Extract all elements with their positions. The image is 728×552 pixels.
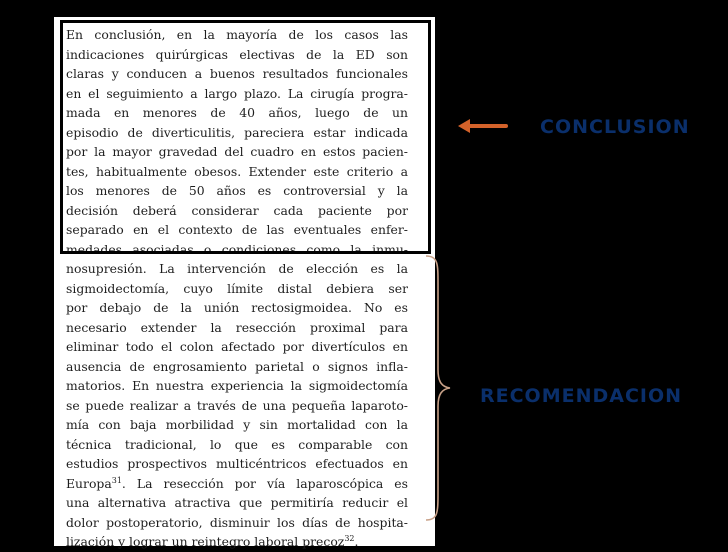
text-line: sigmoidectomía, cuyo límite distal debiera ser bbox=[66, 280, 408, 296]
text-line: mía con baja morbilidad y sin mortalidad con la bbox=[66, 417, 408, 432]
recomendacion-label: RECOMENDACION bbox=[480, 385, 683, 407]
text-line-europa bbox=[66, 474, 408, 494]
text-fragment: lización y lograr un reintegro laboral precoz bbox=[66, 534, 345, 549]
text-line: en el seguimiento a largo plazo. La cirugía progra- bbox=[66, 85, 408, 101]
text-fragment: . bbox=[354, 534, 359, 549]
text-line: claras y conducen a buenos resultados funcionales bbox=[66, 66, 408, 81]
text-line: necesario extender la resección proximal para bbox=[66, 319, 408, 335]
text-line: técnica tradicional, lo que es comparable con bbox=[66, 436, 408, 452]
text-line: episodio de diverticulitis, pareciera estar indicada bbox=[66, 124, 408, 140]
text-line: una alternativa atractiva que permitiría reducir el bbox=[66, 495, 408, 510]
text-fragment: . La resección por vía laparoscópica es bbox=[121, 475, 408, 491]
left-arrow-icon bbox=[456, 116, 516, 136]
document-page bbox=[54, 17, 435, 549]
reference-number: 31 bbox=[111, 475, 122, 485]
text-line: nosupresión. La intervención de elección es la bbox=[66, 261, 408, 276]
text-line: separado en el contexto de las eventuales enfer- bbox=[66, 222, 408, 237]
document-text bbox=[66, 25, 408, 552]
text-line: mada en menores de 40 años, luego de un bbox=[66, 105, 408, 120]
text-line: indicaciones quirúrgicas electivas de la ED son bbox=[66, 46, 408, 62]
text-line: se puede realizar a través de una pequeña laparoto- bbox=[66, 397, 408, 413]
text-line-final bbox=[66, 532, 408, 552]
text-fragment: Europa bbox=[66, 475, 112, 491]
text-line: decisión deberá considerar cada paciente por bbox=[66, 202, 408, 218]
curly-brace-icon bbox=[424, 254, 454, 522]
text-line: dolor postoperatorio, disminuir los días de hospita- bbox=[66, 514, 408, 530]
reference-number: 32 bbox=[344, 533, 355, 543]
text-line: por debajo de la unión rectosigmoidea. No es bbox=[66, 300, 408, 315]
text-line: eliminar todo el colon afectado por divertículos en bbox=[66, 339, 408, 354]
text-line: En conclusión, en la mayoría de los casos las bbox=[66, 27, 408, 42]
text-line: tes, habitualmente obesos. Extender este criterio a bbox=[66, 163, 408, 179]
text-line: los menores de 50 años es controversial y la bbox=[66, 183, 408, 198]
conclusion-label: CONCLUSION bbox=[540, 116, 690, 138]
text-line: estudios prospectivos multicéntricos efectuados en bbox=[66, 456, 408, 471]
text-line: medades asociadas o condiciones como la inmu- bbox=[66, 241, 408, 257]
text-line: ausencia de engrosamiento parietal o signos infla- bbox=[66, 358, 408, 374]
text-line: matorios. En nuestra experiencia la sigmoidectomía bbox=[66, 378, 408, 393]
text-line: por la mayor gravedad del cuadro en estos pacien- bbox=[66, 144, 408, 159]
